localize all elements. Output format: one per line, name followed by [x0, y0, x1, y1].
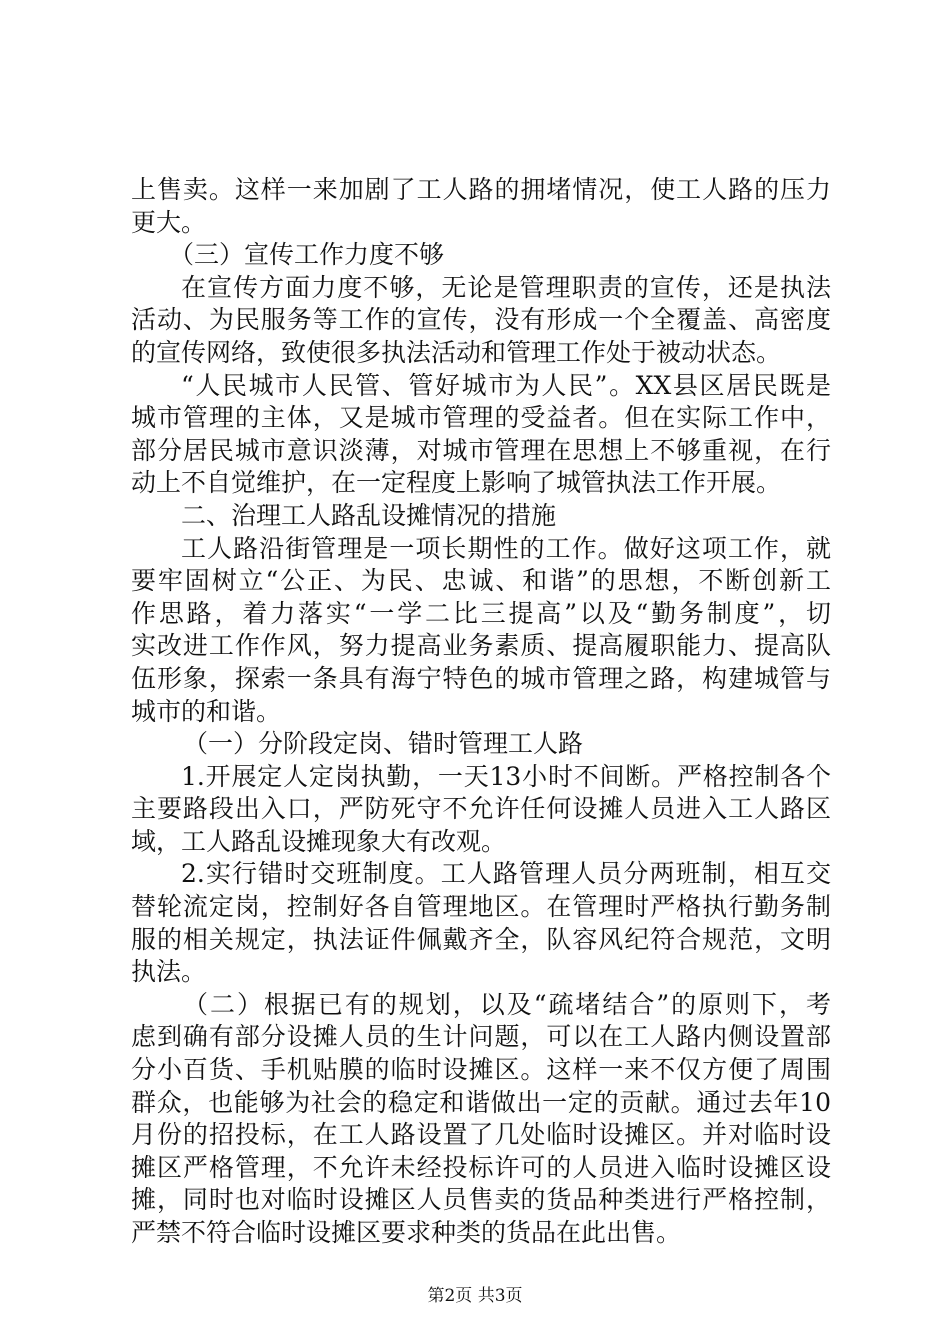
paragraph-line: （二）根据已有的规划，以及“疏堵结合”的原则下，考 — [183, 989, 831, 1019]
paragraph-line: 动上不自觉维护，在一定程度上影响了城管执法工作开展。 — [131, 468, 782, 498]
paragraph-line: 作思路，着力落实“一学二比三提高”以及“勤务制度”，切 — [131, 598, 831, 628]
paragraph-line: 实改进工作作风，努力提高业务素质、提高履职能力、提高队 — [131, 631, 831, 661]
paragraph-line: 1.开展定人定岗执勤，一天13小时不间断。严格控制各个 — [181, 761, 831, 791]
paragraph-line: 部分居民城市意识淡薄，对城市管理在思想上不够重视，在行 — [131, 435, 831, 465]
paragraph-line: 活动、为民服务等工作的宣传，没有形成一个全覆盖、高密度 — [131, 305, 831, 335]
paragraph-line: 域，工人路乱设摊现象大有改观。 — [131, 826, 507, 856]
paragraph-line: 城市管理的主体，又是城市管理的受益者。但在实际工作中， — [131, 403, 831, 433]
paragraph-line: 分小百货、手机贴膜的临时设摊区。这样一来不仅方便了周围 — [131, 1055, 831, 1085]
section-heading: 二、治理工人路乱设摊情况的措施 — [181, 500, 557, 530]
paragraph-line: “人民城市人民管、管好城市为人民”。XX县区居民既是 — [181, 370, 831, 400]
paragraph-line: 替轮流定岗，控制好各自管理地区。在管理时严格执行勤务制 — [131, 892, 831, 922]
paragraph-line: 的宣传网络，致使很多执法活动和管理工作处于被动状态。 — [131, 337, 782, 367]
page-number-footer: 第2页 共3页 — [427, 1286, 523, 1306]
section-heading: （一）分阶段定岗、错时管理工人路 — [183, 729, 584, 759]
paragraph-line: 伍形象，探索一条具有海宁特色的城市管理之路，构建城管与 — [131, 663, 831, 693]
paragraph-line: 更大。 — [131, 207, 207, 237]
paragraph-line: 服的相关规定，执法证件佩戴齐全，队容风纪符合规范，文明 — [131, 924, 831, 954]
paragraph-line: 月份的招投标，在工人路设置了几处临时设摊区。并对临时设 — [131, 1120, 831, 1150]
paragraph-line: 主要路段出入口，严防死守不允许任何设摊人员进入工人路区 — [131, 794, 831, 824]
paragraph-line: 上售卖。这样一来加剧了工人路的拥堵情况，使工人路的压力 — [131, 175, 831, 204]
paragraph-line: 虑到确有部分设摊人员的生计问题，可以在工人路内侧设置部 — [131, 1022, 831, 1052]
paragraph-line: 严禁不符合临时设摊区要求种类的货品在此出售。 — [131, 1218, 682, 1247]
paragraph-line: 在宣传方面力度不够，无论是管理职责的宣传，还是执法 — [181, 272, 831, 302]
paragraph-line: 摊区严格管理，不允许未经投标许可的人员进入临时设摊区设 — [131, 1152, 831, 1182]
paragraph-line: 执法。 — [131, 957, 207, 987]
section-heading: （三）宣传工作力度不够 — [169, 240, 445, 270]
paragraph-line: 要牢固树立“公正、为民、忠诚、和谐”的思想，不断创新工 — [131, 566, 831, 596]
paragraph-line: 工人路沿街管理是一项长期性的工作。做好这项工作，就 — [181, 533, 831, 563]
paragraph-line: 城市的和谐。 — [131, 696, 282, 726]
paragraph-line: 摊，同时也对临时设摊区人员售卖的货品种类进行严格控制， — [131, 1185, 831, 1215]
paragraph-line: 群众，也能够为社会的稳定和谐做出一定的贡献。通过去年10 — [131, 1087, 831, 1117]
paragraph-line: 2.实行错时交班制度。工人路管理人员分两班制，相互交 — [181, 859, 831, 889]
document-body — [131, 174, 831, 1250]
